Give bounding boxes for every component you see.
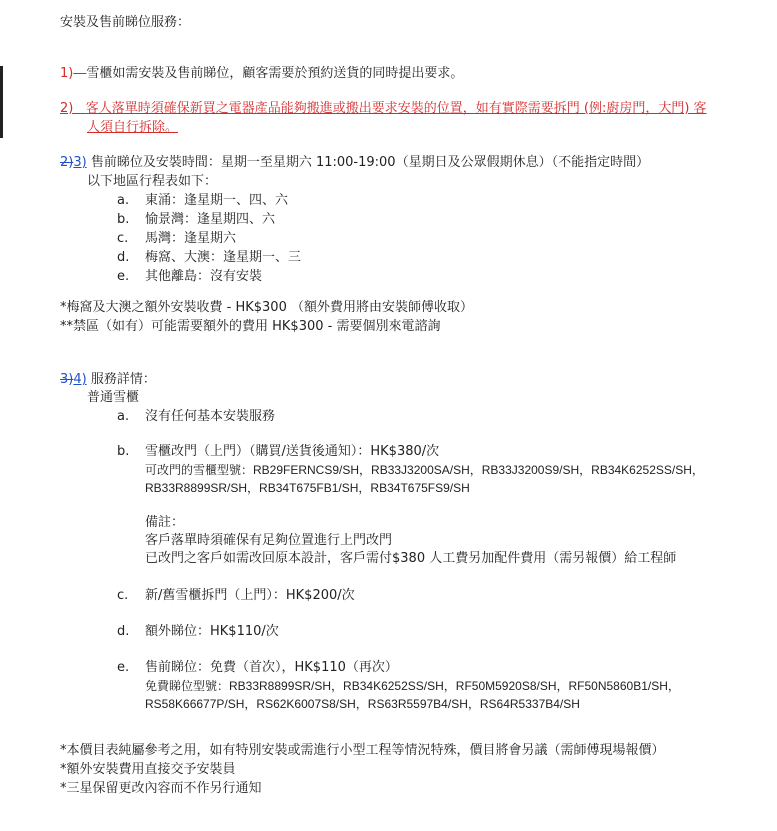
service-letter-d: d. (117, 624, 130, 639)
item-4 (60, 371, 156, 389)
item-3 (60, 154, 649, 172)
schedule-item (117, 268, 129, 286)
installer-fee-note: *額外安裝費用直接交予安裝員 (60, 762, 236, 777)
item-2-line-1 (60, 100, 707, 118)
service-e-line-1: 售前睇位：免費（首次），HK$110（再次） (145, 660, 398, 675)
schedule-text: 其他離島：沒有安裝 (145, 269, 263, 284)
service-d-text: 額外睇位：HK$110/次 (145, 624, 279, 639)
remark-1: 客戶落單時須確保有足夠位置進行上門改門 (145, 533, 393, 548)
schedule-item (117, 230, 128, 248)
schedule-text: 愉景灣：逢星期四、六 (145, 212, 276, 227)
item-1 (60, 65, 463, 83)
service-b-line-1: 雪櫃改門（上門）（購買/送貨後通知）：HK$380/次 (145, 444, 440, 459)
surcharge-note: *梅窩及大澳之額外安裝收費 - HK$300 （額外費用將由安裝師傅收取） (60, 300, 473, 315)
schedule-item (117, 249, 129, 267)
schedule-letter: c. (117, 231, 129, 246)
service-letter-b: b. (117, 444, 130, 459)
disclaimer-note: *本價目表純屬參考之用，如有特別安裝或需進行小型工程等情況特殊，價目將會另議（需師傅現場報價） (60, 743, 665, 758)
item-2-line-2: 人須自行拆除。 (87, 120, 179, 135)
item-1-deleted-dash: — (73, 66, 87, 81)
category-heading: 普通雪櫃 (87, 390, 140, 405)
schedule-text: 梅窩、大澳：逢星期一、三 (145, 250, 302, 265)
change-bar (0, 66, 3, 138)
schedule-text: 東涌：逢星期一、四、六 (145, 193, 289, 208)
restricted-area-note: **禁區（如有）可能需要額外的費用 HK$300 - 需要個別來電諮詢 (60, 319, 441, 334)
schedule-letter: a. (117, 193, 130, 208)
remark-label: 備註： (145, 515, 185, 530)
item-4-text: 服務詳情： (90, 372, 156, 387)
service-c-text: 新/舊雪櫃拆門（上門）：HK$200/次 (145, 588, 355, 603)
schedule-item (117, 211, 129, 229)
item-2-number: 2) (60, 101, 74, 116)
remark-2: 已改門之客戶如需改回原本設計，客戶需付$380 人工費另加配件費用（需另報價）給工程師 (145, 551, 677, 566)
page-title: 安裝及售前睇位服務： (60, 15, 191, 30)
service-letter-a: a. (117, 409, 130, 424)
item-4-new-number: 4) (73, 372, 87, 387)
schedule-intro: 以下地區行程表如下： (87, 174, 218, 189)
schedule-letter: b. (117, 212, 130, 227)
schedule-text: 馬灣：逢星期六 (145, 231, 237, 246)
item-3-new-number: 3) (73, 155, 87, 170)
item-3-text: 售前睇位及安裝時間：星期一至星期六 11:00-19:00（星期日及公眾假期休息）（不能指定時間） (90, 155, 650, 170)
rights-reserved-note: *三星保留更改內容而不作另行通知 (60, 781, 262, 796)
schedule-letter: d. (117, 250, 130, 265)
service-b-models-1: 可改門的雪櫃型號：RB29FERNCS9/SH，RB33J3200SA/SH，RB33J3200S9/SH，RB34K6252SS/SH， (145, 463, 704, 477)
service-letter-e: e. (117, 660, 130, 675)
item-2-text-1: 客人落單時須確保新買之電器產品能夠搬進或搬出要求安裝的位置，如有實際需要拆門 (例:廚房門，大門) 客 (85, 101, 707, 116)
item-3-old-number: 2) (60, 155, 74, 170)
item-1-number: 1) (60, 66, 74, 81)
schedule-letter: e. (117, 269, 130, 284)
service-a-text: 沒有任何基本安裝服務 (145, 409, 276, 424)
item-4-old-number: 3) (60, 372, 74, 387)
service-b-models-2: RB33R8899SR/SH，RB34T675FB1/SH，RB34T675FS9/SH (145, 481, 470, 495)
schedule-item (117, 192, 129, 210)
service-e-models-2: RS58K66677P/SH，RS62K6007S8/SH，RS63R5597B4/SH，RS64R5337B4/SH (145, 697, 580, 711)
service-letter-c: c. (117, 588, 129, 603)
service-e-models-1: 免費睇位型號：RB33R8899SR/SH，RB34K6252SS/SH，RF50M5920S8/SH，RF50N5860B1/SH， (145, 679, 680, 693)
item-1-text: 雪櫃如需安裝及售前睇位，顧客需要於預約送貨的同時提出要求。 (86, 66, 464, 81)
